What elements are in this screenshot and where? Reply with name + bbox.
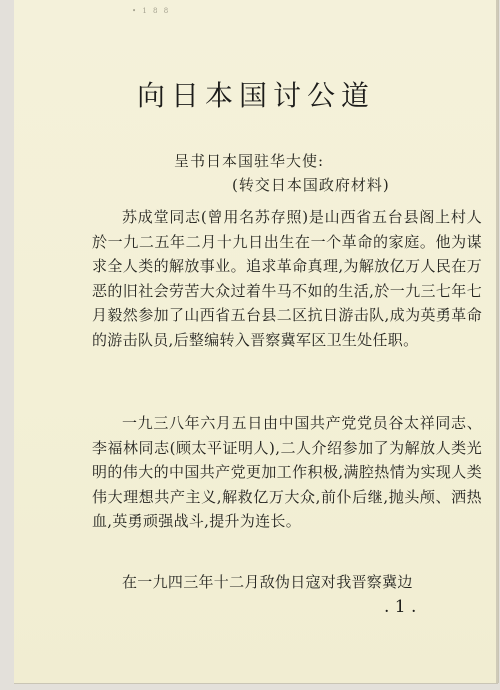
document-sheet	[14, 0, 498, 683]
paragraph-text: 在一九四三年十二月敌伪日寇对我晋察冀边	[122, 573, 413, 591]
page-number: . 1 .	[384, 597, 417, 617]
top-stamp-mark: • 1 8 8	[132, 7, 171, 15]
paragraph-3	[92, 570, 482, 595]
paragraph-text: 苏成堂同志(曾用名苏存照)是山西省五台县阁上村人於一九二五年二月十九日出生在一个革命的家庭。他为谋求全人类的解放事业。追求革命真理,为解放亿万人民在万恶的旧社会劳苦大众过着牛马不如的生活,於一九三七年七月毅然参加了山西省五台县二区抗日游击队,成为英勇革命的游击队员,后整编转入晋察冀军区卫生处任职。	[92, 208, 482, 349]
addressee-note: (转交日本国政府材料)	[232, 176, 390, 194]
document-title: 向日本国讨公道	[136, 79, 375, 112]
paragraph-2	[92, 411, 482, 534]
paragraph-1	[92, 205, 482, 352]
paragraph-text: 一九三八年六月五日由中国共产党党员谷太祥同志、李福林同志(顾太平证明人),二人介绍参加了为解放人类光明的伟大的中国共产党更加工作积极,满腔热情为实现人类伟大理想共产主义,解救亿万大众,前仆后继,抛头颅、洒热血,英勇顽强战斗,提升为连长。	[92, 414, 482, 530]
page-edge	[496, 0, 498, 683]
addressee-line: 呈书日本国驻华大使:	[174, 152, 325, 170]
